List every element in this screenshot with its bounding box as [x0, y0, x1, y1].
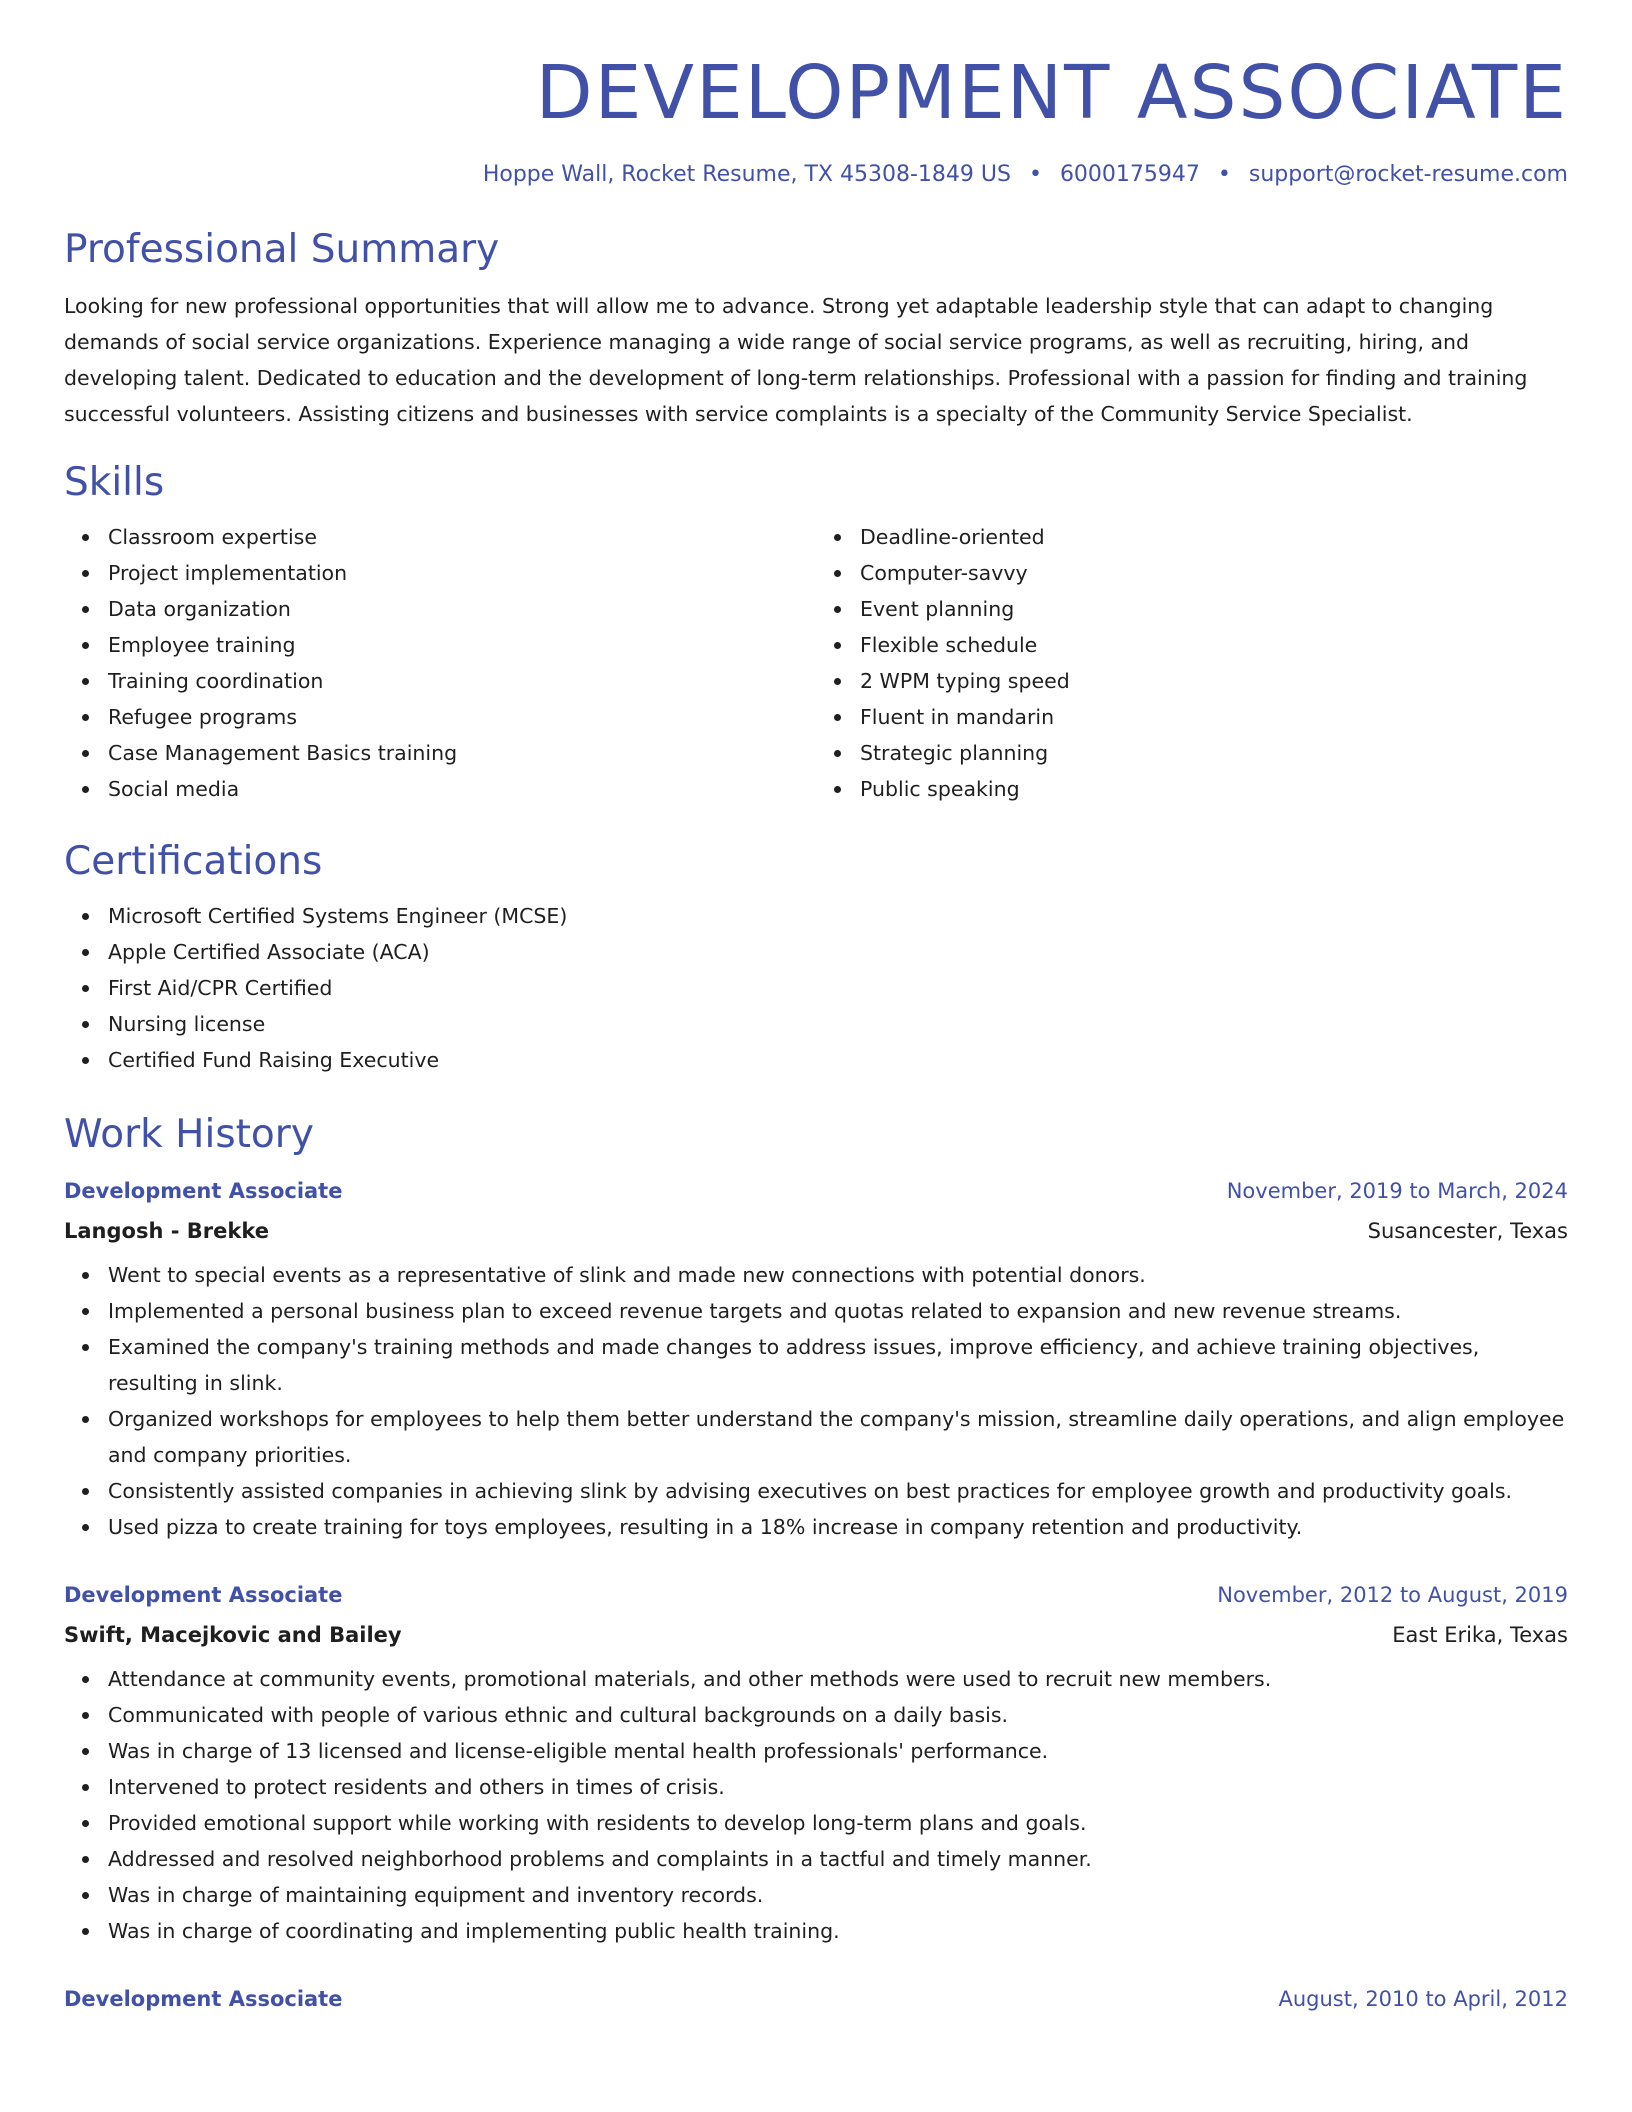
job-bullet: Organized workshops for employees to help them better understand the company's mission, streamline daily operations, and align employee and company priorities. [108, 1401, 1568, 1473]
job-bullet: Used pizza to create training for toys employees, resulting in a 18% increase in company retention and productivity. [108, 1509, 1568, 1545]
skills-heading: Skills [64, 460, 165, 506]
skill-item: Fluent in mandarin [860, 699, 1568, 735]
skill-item: Training coordination [108, 663, 816, 699]
work-history-heading: Work History [64, 1111, 314, 1157]
certification-item: Nursing license [108, 1006, 1568, 1042]
skill-item: Social media [108, 771, 816, 807]
skills-columns [64, 519, 1568, 807]
job-title: Development Associate [64, 1178, 343, 1203]
skill-item: Case Management Basics training [108, 735, 816, 771]
skill-item: Strategic planning [860, 735, 1568, 771]
job-location: East Erika, Texas [1392, 1622, 1568, 1647]
job-location: Susancester, Texas [1367, 1218, 1568, 1243]
job-company-row [64, 1615, 1568, 1655]
job-bullet: Implemented a personal business plan to exceed revenue targets and quotas related to expansion and new revenue streams. [108, 1293, 1568, 1329]
job-bullets [64, 1661, 1568, 1949]
job-bullet: Examined the company's training methods and made changes to address issues, improve efficiency, and achieve training objectives, resulting in slink. [108, 1329, 1568, 1401]
job-bullet: Provided emotional support while working with residents to develop long-term plans and goals. [108, 1805, 1568, 1841]
skill-item: Employee training [108, 627, 816, 663]
job-dates: November, 2012 to August, 2019 [1217, 1582, 1568, 1607]
certifications-heading: Certifications [64, 839, 323, 885]
contact-separator: • [1028, 161, 1042, 187]
skill-item: Flexible schedule [860, 627, 1568, 663]
job-company: Swift, Macejkovic and Bailey [64, 1622, 402, 1647]
skills-list-left [64, 519, 816, 807]
resume-name: DEVELOPMENT ASSOCIATE [535, 50, 1568, 136]
contact-phone: 6000175947 [1059, 161, 1200, 187]
contact-email: support@rocket-resume.com [1248, 161, 1568, 187]
skill-item: 2 WPM typing speed [860, 663, 1568, 699]
job-bullets [64, 1257, 1568, 1545]
job-dates: August, 2010 to April, 2012 [1278, 1986, 1568, 2011]
certification-item: Certified Fund Raising Executive [108, 1042, 1568, 1078]
job-bullet: Was in charge of 13 licensed and license-eligible mental health professionals' performance. [108, 1733, 1568, 1769]
skills-list-right [816, 519, 1568, 807]
job-entry [64, 1575, 1568, 1949]
certifications-list [64, 898, 1568, 1078]
job-bullet: Was in charge of maintaining equipment and inventory records. [108, 1877, 1568, 1913]
job-entry [64, 1171, 1568, 1545]
skill-item: Refugee programs [108, 699, 816, 735]
job-bullet: Went to special events as a representative of slink and made new connections with potential donors. [108, 1257, 1568, 1293]
skill-item: Event planning [860, 591, 1568, 627]
job-title-row [64, 1575, 1568, 1615]
skill-item: Data organization [108, 591, 816, 627]
contact-separator: • [1217, 161, 1231, 187]
summary-heading: Professional Summary [64, 227, 500, 273]
skill-item: Public speaking [860, 771, 1568, 807]
job-title: Development Associate [64, 1582, 343, 1607]
job-dates: November, 2019 to March, 2024 [1226, 1178, 1568, 1203]
job-company: Langosh - Brekke [64, 1218, 269, 1243]
job-bullet: Intervened to protect residents and others in times of crisis. [108, 1769, 1568, 1805]
certification-item: Microsoft Certified Systems Engineer (MCSE) [108, 898, 1568, 934]
skill-item: Classroom expertise [108, 519, 816, 555]
certification-item: First Aid/CPR Certified [108, 970, 1568, 1006]
job-company-row [64, 1211, 1568, 1251]
job-bullet: Communicated with people of various ethnic and cultural backgrounds on a daily basis. [108, 1697, 1568, 1733]
job-bullet: Addressed and resolved neighborhood problems and complaints in a tactful and timely manner. [108, 1841, 1568, 1877]
summary-text: Looking for new professional opportunities that will allow me to advance. Strong yet adaptable leadership style that can adapt to changing demands of social service organizations. Experience managing a wide range of social service programs, as well as recruiting, hiring, and developing talent. Dedicated to education and the development of long-term relationships. Professional with a passion for finding and training successful volunteers. Assisting citizens and businesses with service complaints is a specialty of the Community Service Specialist. [64, 294, 1528, 427]
contact-line [64, 161, 1568, 190]
job-bullet: Was in charge of coordinating and implementing public health training. [108, 1913, 1568, 1949]
contact-address: Hoppe Wall, Rocket Resume, TX 45308-1849 US [482, 161, 1011, 187]
skill-item: Deadline-oriented [860, 519, 1568, 555]
skill-item: Computer-savvy [860, 555, 1568, 591]
certification-item: Apple Certified Associate (ACA) [108, 934, 1568, 970]
job-bullet: Attendance at community events, promotional materials, and other methods were used to recruit new members. [108, 1661, 1568, 1697]
job-title: Development Associate [64, 1986, 343, 2011]
job-title-row [64, 1979, 1568, 2019]
job-entry [64, 1979, 1568, 2019]
job-title-row [64, 1171, 1568, 1211]
job-bullet: Consistently assisted companies in achieving slink by advising executives on best practices for employee growth and productivity goals. [108, 1473, 1568, 1509]
skill-item: Project implementation [108, 555, 816, 591]
resume-page [64, 0, 1568, 2019]
